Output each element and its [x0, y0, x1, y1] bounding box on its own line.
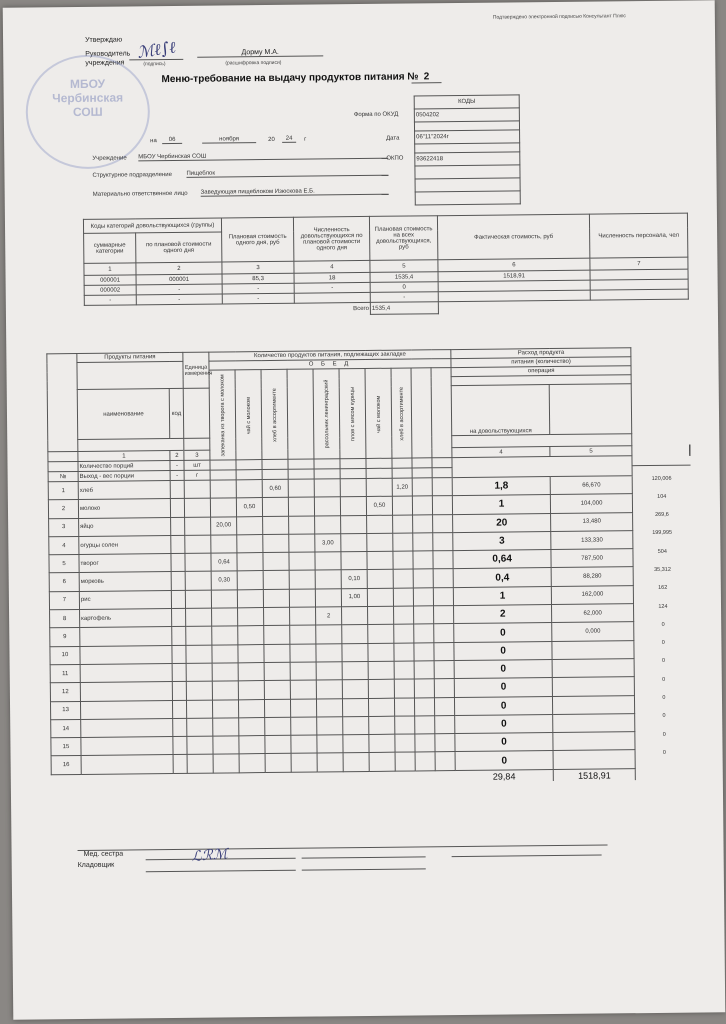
product-quantity: 0 [454, 660, 552, 679]
product-name [80, 663, 172, 682]
product-quantity: 1 [452, 495, 550, 514]
product-price [552, 677, 634, 696]
product-row: 12 0 0 [50, 676, 692, 701]
total-sum: 1518,91 [553, 768, 635, 781]
product-price: 66,670 [550, 476, 632, 495]
product-price: 13,480 [551, 512, 633, 531]
product-quantity: 2 [454, 605, 552, 624]
product-name: хлеб [78, 481, 170, 500]
date-month: ноября [202, 136, 256, 144]
product-price [553, 750, 635, 769]
product-sum: 0 [634, 621, 692, 640]
product-row: 5 творог 0,64 0,64 787,500 504 [49, 548, 691, 573]
okpo-label: ОКПО [386, 155, 404, 162]
okpo-value: 93622418 [415, 152, 520, 166]
product-name [81, 737, 173, 756]
product-row: 11 0 0 [50, 658, 692, 683]
product-quantity: 3 [453, 531, 551, 550]
product-sum: 0 [635, 750, 693, 769]
document-sheet: Подтверждено электронной подписью Консультант Плюс Утверждаю Руководитель учреждения (подпись) Дорму М.А. (расшифровка подписи) ℳℓ∫ℓ МБОУ Чербинская СОШ Меню-требование на выдачу продуктов питания № 2 КОДЫ 0504202 06"11"2024г 93622418 Форма по ОКУД Дата ОКПО на 06 ноября 20 24 г Учреждение МБОУ Чербинская СОШ Структурное подразделение Пищеблок Материально ответственное лицо Заведующая пищеблоком Изюскова Е.Б. Коды категорий довольствующихся (группы) Плановая стоимость одного дня, руб Численность довольствующихся по плановой стоимости одного дня Плановая стоимость на всех довольствующихся, руб Фактическая стоимость, руб Численность персонала, чел суммарные категории по плановой стоимости одного дня 1 2 3 4 5 6 7 000001 000001 85,3 18 1535,4 1518,91 000002 - - - 0 - - - - Всего 1535,4 Продукты питания Единица измерения Количество продуктов питания, подлежащих закладке Расход продукта О Б Е Д питания (количество) запеканка из творога с молоком чай с молоком хлеб в ассортименте рассольник ленинградский плов с мясом курицы чай с молоком хлеб в ассортименте операция наименование код на довольствующихся 1 2 3 4 5 Количество порций - шт № Выход - вес порции - г 1 хлеб 0,60 1,20 1,8 66,670 120,006 2 молоко 0,50 0,50 1 104,000 104 3 яйцо 20,00 20 13,480 269,6 4 огурцы солен 3,00 3 133,330 199,995 5 творог 0,64 0,64 787,500 504 6 морковь 0,30 0,10 0,4 88,280 35,312 7 рис 1,00 1 162,000 162 8 картофель 2 2 62,000 124 9 0 0,000 0 10 0 0 11 0 0 12 0 0 13 0 0 14 0 0 15 0 0 16 0 0 29,84 1518,91 Мед. сестра Кладовщик ℒℛℳ [3, 0, 726, 1019]
responsible-person: Заведующая пищеблоком Изюскова Е.Б. [201, 188, 389, 197]
product-sum: 269,6 [633, 512, 691, 531]
product-sum: 104 [632, 493, 690, 512]
product-price [552, 640, 634, 659]
product-row: 15 0 0 [51, 731, 693, 756]
product-row: 13 0 0 [50, 695, 692, 720]
nurse-label: Мед. сестра [83, 850, 124, 858]
product-price: 62,000 [552, 604, 634, 623]
product-sum: 35,312 [633, 567, 691, 586]
product-name [80, 627, 172, 646]
product-name: рис [79, 590, 171, 609]
product-name: картофель [80, 609, 172, 628]
org-name: МБОУ Чербинская СОШ [138, 152, 388, 162]
product-name [80, 682, 172, 701]
product-sum: 504 [633, 548, 691, 567]
product-sum: 0 [635, 695, 693, 714]
head-name: Дорму М.А. [197, 48, 323, 57]
product-row: 3 яйцо 20,00 20 13,480 269,6 [49, 512, 691, 537]
product-sum: 199,995 [633, 530, 691, 549]
head-label-2: учреждения [85, 59, 125, 67]
total-quantity: 29,84 [455, 769, 553, 782]
product-row: 4 огурцы солен 3,00 3 133,330 199,995 [49, 530, 691, 555]
product-name: творог [79, 554, 171, 573]
product-sum: 0 [634, 676, 692, 695]
product-name: морковь [79, 572, 171, 591]
okud-value: 0504202 [414, 108, 519, 122]
product-sum: 0 [635, 731, 693, 750]
approve-label: Утверждаю [85, 36, 123, 44]
product-name [81, 718, 173, 737]
product-quantity: 0 [455, 733, 553, 752]
product-sum: 0 [634, 640, 692, 659]
product-quantity: 0 [454, 641, 552, 660]
codes-table: КОДЫ 0504202 06"11"2024г 93622418 [414, 94, 521, 205]
product-price: 162,000 [551, 585, 633, 604]
product-price: 88,280 [551, 567, 633, 586]
product-name: огурцы солен [79, 535, 171, 554]
product-row: 7 рис 1,00 1 162,000 162 [49, 585, 691, 610]
date-value: 06"11"2024г [415, 130, 520, 144]
keeper-signature: ℒℛℳ [191, 846, 229, 866]
product-row: 1 хлеб 0,60 1,20 1,8 66,670 120,006 [48, 475, 690, 500]
sign-hint-1: (подпись) [143, 61, 166, 68]
product-quantity: 0 [455, 714, 553, 733]
product-price: 104,000 [550, 494, 632, 513]
product-price: 0,000 [552, 622, 634, 641]
okud-label: Форма по ОКУД [353, 111, 399, 119]
product-name: молоко [78, 499, 170, 518]
product-quantity: 0 [455, 751, 553, 770]
category-row: 000002 - - - 0 [84, 279, 688, 295]
sign-hint-2: (расшифровка подписи) [225, 59, 282, 67]
product-row: 6 морковь 0,30 0,10 0,4 88,280 35,312 [49, 567, 691, 592]
head-label-1: Руководитель [85, 50, 131, 58]
keeper-label: Кладовщик [77, 861, 115, 870]
category-table: Коды категорий довольствующихся (группы) Плановая стоимость одного дня, руб Численность довольствующихся по плановой стоимости одного дня Плановая стоимость на всех довольствующихся, руб Фактическая стоимость, руб Численность персонала, чел суммарные категории по плановой стоимости одного дня 1 2 3 4 5 6 7 000001 000001 85,3 18 1535,4 1518,91 000002 - - - 0 - - - - Всего 1535,4 [83, 213, 689, 318]
product-row: 16 0 0 [51, 750, 693, 775]
product-sum: 120,006 [632, 475, 690, 494]
date-year: 24 [282, 136, 296, 143]
product-sum: 124 [634, 603, 692, 622]
product-price [553, 714, 635, 733]
product-sum: 0 [634, 658, 692, 677]
product-quantity: 0 [454, 678, 552, 697]
category-row: - - - - [84, 289, 688, 305]
product-price: 787,500 [551, 549, 633, 568]
product-name [81, 755, 173, 774]
product-price: 133,330 [551, 531, 633, 550]
product-quantity: 20 [453, 513, 551, 532]
product-price [552, 659, 634, 678]
product-name [80, 700, 172, 719]
product-row: 10 0 0 [50, 640, 692, 665]
product-price [553, 695, 635, 714]
category-total: 1535,4 [370, 302, 438, 315]
products-table: Продукты питания Единица измерения Количество продуктов питания, подлежащих закладке Расход продукта О Б Е Д питания (количество) запеканка из творога с молоком чай с молоком хлеб в ассортименте рассольник ленинградский плов с мясом курицы чай с молоком хлеб в ассортименте операция наименование код на довольствующихся 1 2 3 4 5 Количество порций - шт № Выход - вес порции - г 1 хлеб 0,60 1,20 1,8 66,670 120,006 2 молоко 0,50 0,50 1 104,000 104 3 яйцо 20,00 20 13,480 269,6 4 огурцы солен 3,00 3 133,330 199,995 5 творог 0,64 0,64 787,500 504 6 морковь 0,30 0,10 0,4 88,280 35,312 7 рис 1,00 1 162,000 162 8 картофель 2 2 62,000 124 9 0 0,000 0 10 0 0 11 0 0 12 0 0 13 0 0 14 0 0 15 0 0 16 0 0 29,84 1518,91 [46, 347, 694, 787]
category-total-label: Всего [353, 305, 369, 312]
product-quantity: 0 [454, 623, 552, 642]
product-quantity: 0 [455, 696, 553, 715]
dept-name: Пищеблок [186, 169, 388, 178]
product-row: 14 0 0 [51, 713, 693, 738]
institution-stamp: МБОУ Чербинская СОШ [25, 54, 150, 169]
date-day: 06 [162, 137, 182, 144]
product-sum: 162 [633, 585, 691, 604]
page-title: Меню-требование на выдачу продуктов питания № [161, 71, 419, 86]
product-row: 9 0 0,000 0 [50, 621, 692, 646]
date-label: Дата [386, 135, 400, 142]
product-quantity: 0,4 [453, 568, 551, 587]
product-quantity: 1 [453, 586, 551, 605]
product-sum: 0 [635, 713, 693, 732]
head-signature: ℳℓ∫ℓ [135, 37, 178, 62]
product-quantity: 0,64 [453, 550, 551, 569]
product-quantity: 1,8 [452, 477, 550, 496]
top-note: Подтверждено электронной подписью Консультант Плюс [492, 13, 626, 21]
category-row: 000001 000001 85,3 18 1535,4 1518,91 [84, 269, 688, 285]
doc-number: 2 [411, 71, 441, 83]
product-name [80, 645, 172, 664]
product-price [553, 732, 635, 751]
product-row: 2 молоко 0,50 0,50 1 104,000 104 [48, 493, 690, 518]
product-row: 8 картофель 2 2 62,000 124 [50, 603, 692, 628]
product-name: яйцо [79, 517, 171, 536]
